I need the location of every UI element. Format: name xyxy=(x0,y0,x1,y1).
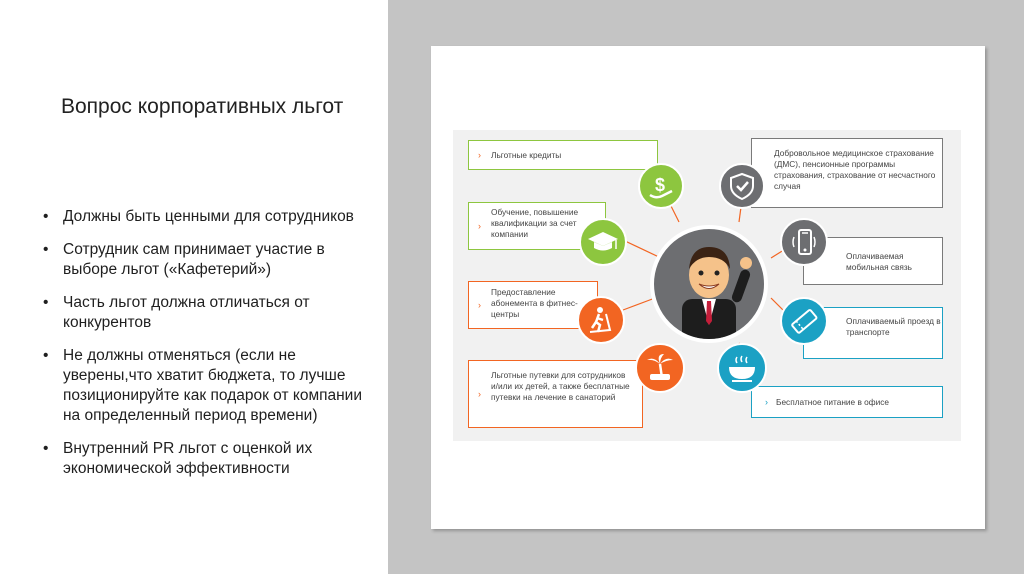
businessman-figure xyxy=(650,225,768,343)
graduation-cap-icon xyxy=(579,218,627,266)
benefit-label: Предоставление абонемента в фитнес-центры xyxy=(491,287,578,319)
food-bowl-icon xyxy=(717,343,767,393)
arrow-icon: › xyxy=(478,150,481,160)
businessman-icon xyxy=(654,229,764,339)
benefits-infographic xyxy=(453,130,961,441)
benefit-label: Оплачиваемая мобильная связь xyxy=(846,251,912,272)
benefit-box-vouchers xyxy=(468,360,643,428)
palm-tree-icon xyxy=(635,343,685,393)
benefit-label: Добровольное медицинское страхование (ДМС), пенсионные программы страхования, страхование от несчастного случая xyxy=(774,148,936,191)
svg-text:$: $ xyxy=(655,175,666,195)
benefit-box-meals xyxy=(751,386,943,418)
bullet-item: • Должны быть ценными для сотрудников xyxy=(40,207,380,227)
bullet-item: • Не должны отменяться (если не уверены,что хватит бюджета, то лучше позиционируйте как подарок от компании на определенный период времени) xyxy=(40,346,380,426)
dollar-hand-icon xyxy=(638,163,684,209)
shield-check-icon xyxy=(719,163,765,209)
bullet-item: • Внутренний PR льгот с оценкой их экономической эффективности xyxy=(40,439,380,479)
bullet-item: • Часть льгот должна отличаться от конкурентов xyxy=(40,293,380,333)
benefit-label: Обучение, повышение квалификации за счет компании xyxy=(491,207,579,239)
arrow-icon: › xyxy=(478,389,481,399)
benefit-box-credits xyxy=(468,140,658,170)
arrow-icon: › xyxy=(478,221,481,231)
bullet-item: • Сотрудник сам принимает участие в выборе льгот («Кафетерий») xyxy=(40,240,380,280)
arrow-icon: › xyxy=(765,397,768,407)
arrow-icon: › xyxy=(478,300,481,310)
treadmill-icon xyxy=(577,296,625,344)
mobile-phone-icon xyxy=(780,218,828,266)
benefit-box-insurance xyxy=(751,138,943,208)
bullet-list xyxy=(40,207,380,492)
slide-title: Вопрос корпоративных льгот xyxy=(61,95,344,118)
benefit-label: Льготные путевки для сотрудников и/или их детей, а также бесплатные путевки на лечение в санаторий xyxy=(491,370,630,402)
benefit-label: Оплачиваемый проезд в транспорте xyxy=(846,316,941,337)
ticket-icon xyxy=(780,297,828,345)
benefit-label: Бесплатное питание в офисе xyxy=(776,397,890,407)
slide-left-panel xyxy=(0,0,388,574)
benefit-label: Льготные кредиты xyxy=(491,150,562,160)
